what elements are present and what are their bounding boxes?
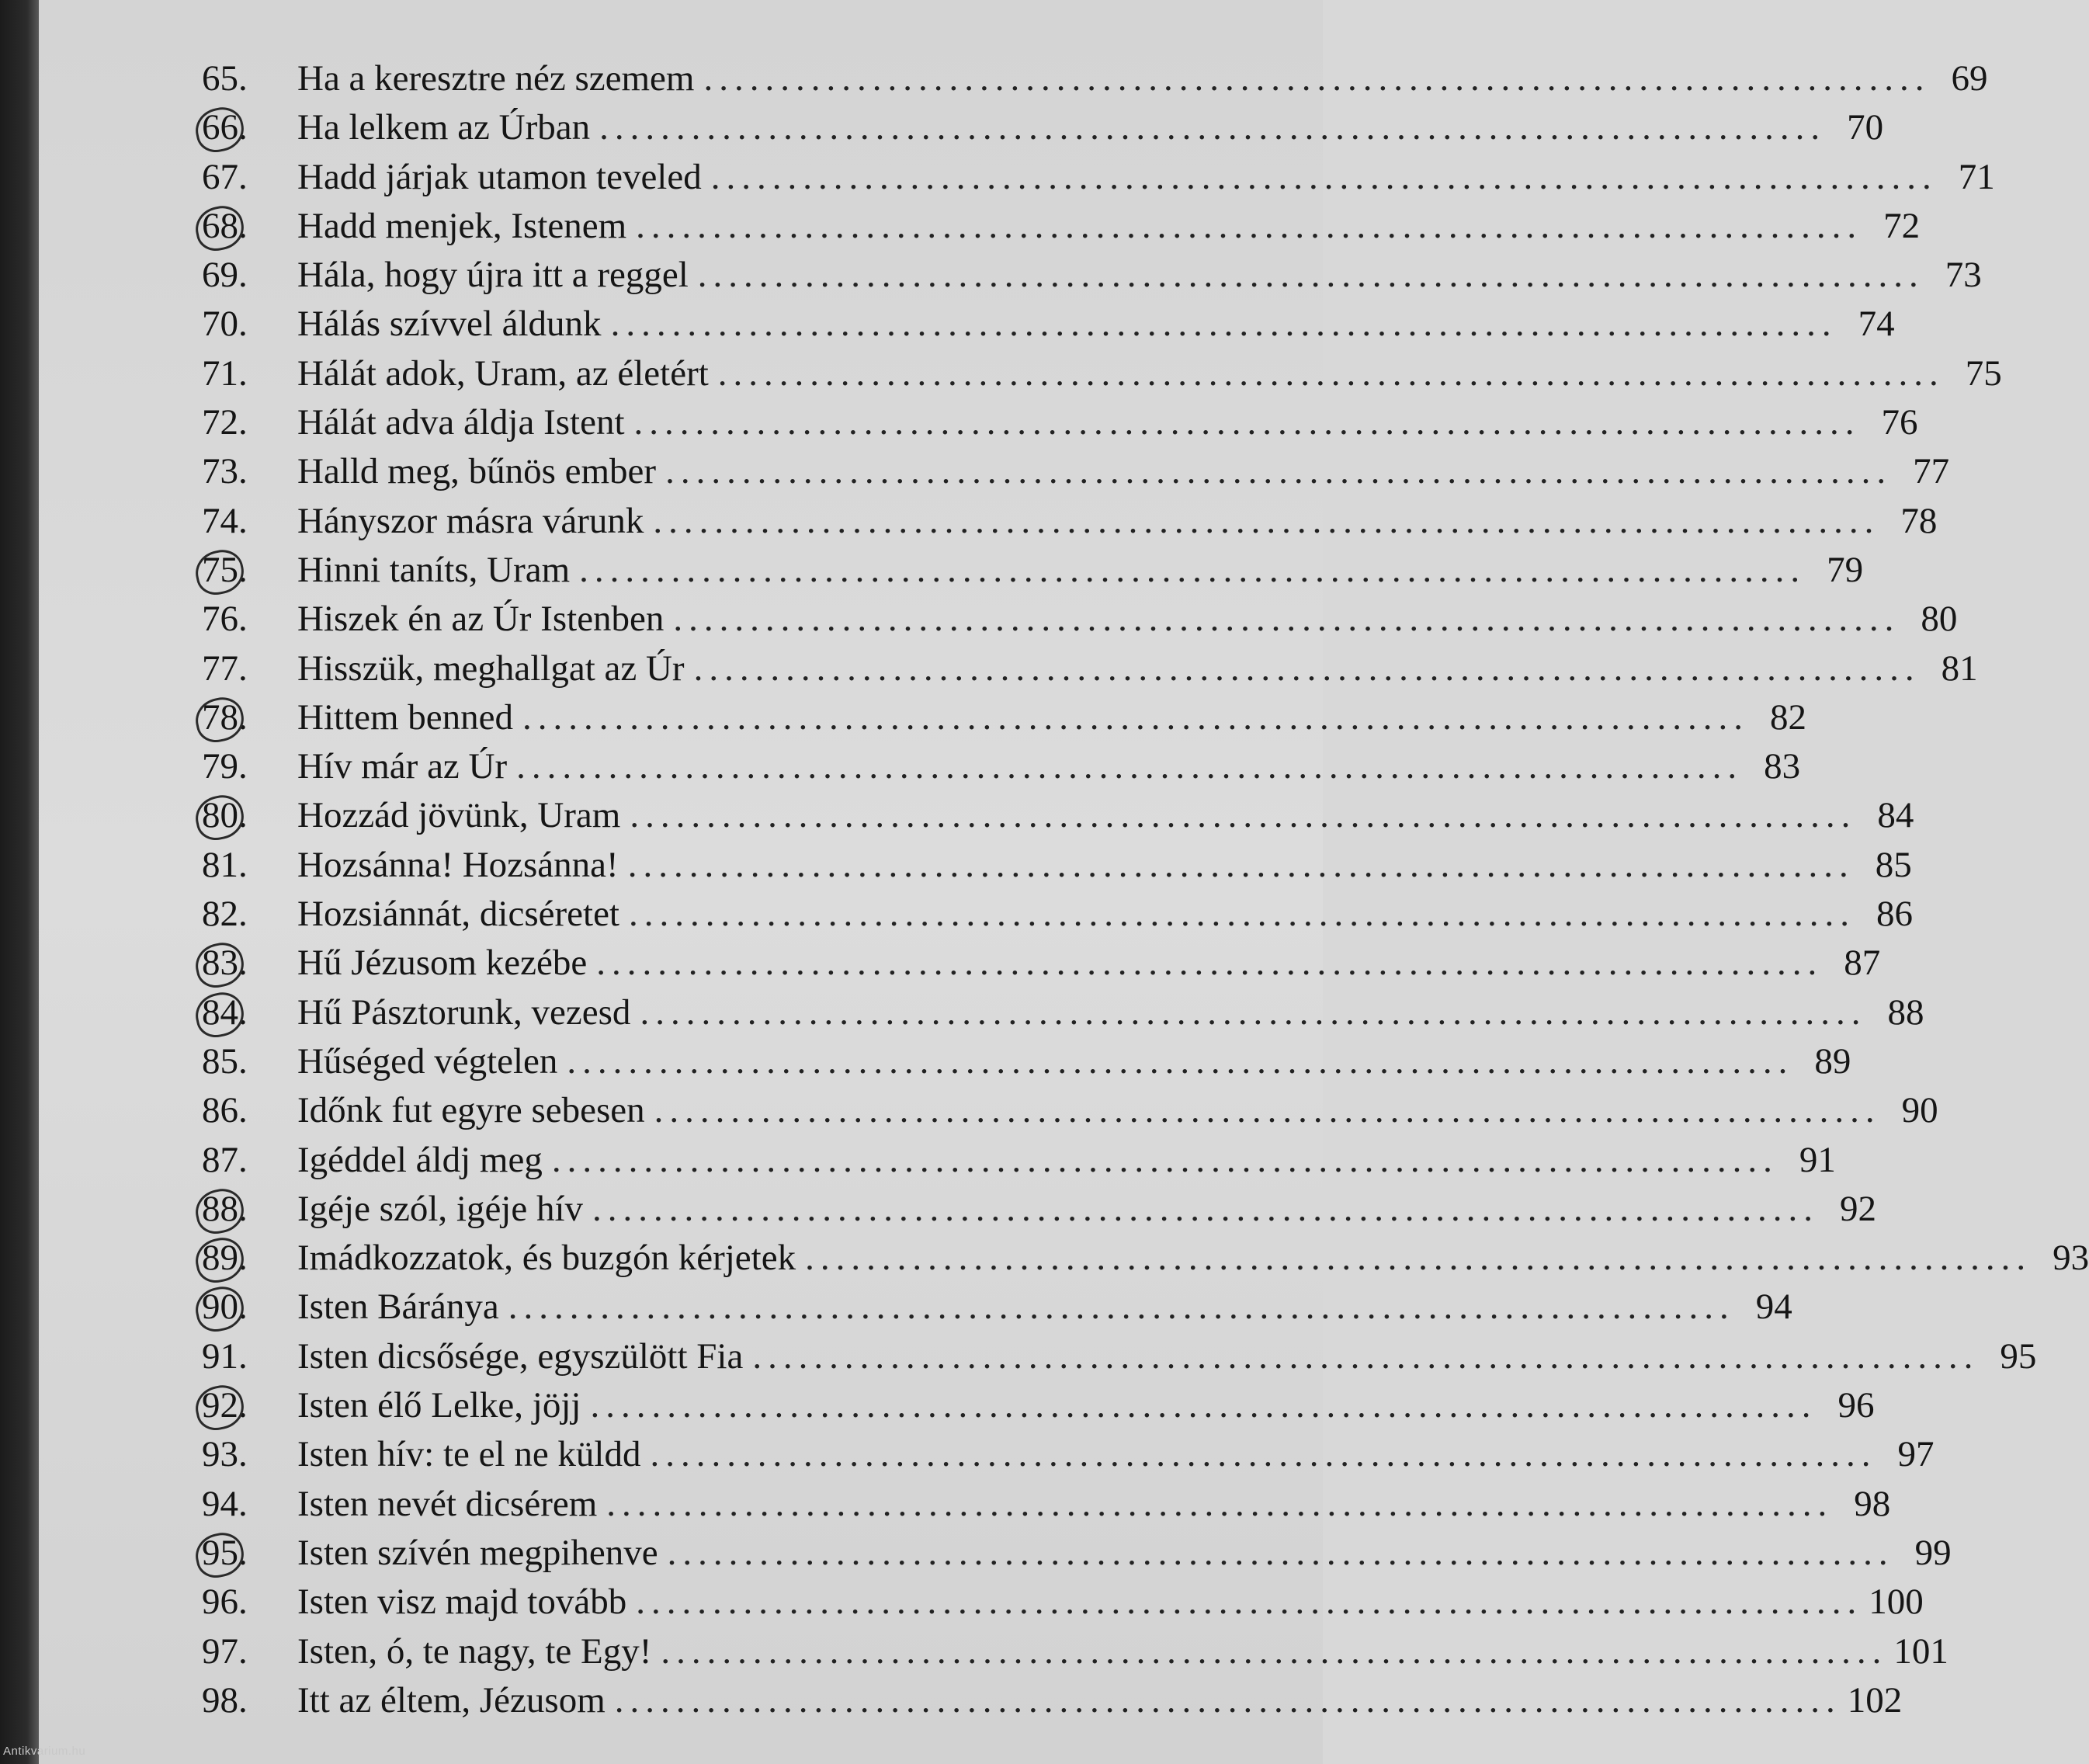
entry-line [297,841,1912,890]
entry-line [297,1136,1836,1185]
entry-number: 75. [202,549,248,590]
entry-line [297,1381,1875,1430]
toc-entry [202,1381,1875,1430]
dot-leader: ................................................................................ [673,599,1900,640]
entry-title: Hozsiánnát, dicséretet [297,894,619,935]
toc-entry [202,1529,1952,1578]
entry-line [297,1627,1948,1676]
entry-number-cell [202,1037,287,1086]
toc-entry [202,742,1801,791]
entry-number: 80. [202,795,248,836]
dot-leader: ................................................................................ [630,795,1857,836]
entry-title: Igéje szól, igéje hív [297,1188,584,1229]
entry-page-number: 83 [1764,746,1801,787]
entry-line [297,1037,1851,1086]
entry-page-number: 78 [1900,500,1938,541]
dot-leader: ................................................................................ [717,352,1945,394]
dot-leader: ................................................................................ [653,500,1880,541]
toc-entry [202,1480,1891,1529]
entry-number: 88. [202,1188,248,1229]
dot-leader: ................................................................................ [516,746,1744,787]
book-page [39,0,2089,1764]
dot-leader: ................................................................................ [654,1090,1881,1131]
dot-leader: ................................................................................ [610,304,1837,345]
toc-entry [202,202,1921,251]
entry-title: Igéddel áldj meg [297,1139,543,1180]
entry-number: 89. [202,1238,248,1279]
entry-title: Hiszek én az Úr Istenben [297,599,665,640]
dot-leader: ................................................................................ [667,1532,1894,1573]
entry-title: Hadd járjak utamon teveled [297,156,702,197]
dot-leader: ................................................................................ [636,205,1863,246]
toc-entry [202,54,1988,103]
toc-entry [202,1627,1948,1676]
entry-page-number: 85 [1875,844,1912,885]
entry-page-number: 98 [1854,1483,1891,1524]
entry-page-number: 89 [1814,1040,1851,1082]
entry-number: 90. [202,1287,248,1328]
entry-page-number: 70 [1847,107,1884,148]
entry-title: Hisszük, meghallgat az Úr [297,648,685,689]
entry-title: Ha a keresztre néz szemem [297,58,695,99]
dot-leader: ................................................................................ [596,943,1824,984]
entry-line [297,1332,2037,1381]
entry-title: Hadd menjek, Istenem [297,205,627,246]
entry-number: 71. [202,352,248,394]
dot-leader: ................................................................................ [606,1483,1834,1524]
entry-line [297,349,2002,398]
dot-leader: ................................................................................ [522,696,1750,738]
entry-title: Isten élő Lelke, jöjj [297,1385,581,1426]
entry-page-number: 88 [1887,991,1924,1033]
entry-number-cell [202,398,287,447]
entry-page-number: 101 [1893,1630,1948,1672]
entry-number: 85. [202,1040,248,1082]
entry-page-number: 73 [1945,255,1982,296]
entry-number: 98. [202,1679,248,1721]
entry-number-cell [202,1676,287,1725]
entry-number-cell [202,349,287,398]
entry-number-cell [202,1234,287,1283]
entry-number-cell [202,1529,287,1578]
entry-page-number: 71 [1958,156,1995,197]
entry-title: Hozzád jövünk, Uram [297,795,621,836]
entry-title: Isten szívén megpihenve [297,1532,658,1573]
toc-entry [202,791,1914,840]
dot-leader: ................................................................................ [650,1434,1877,1475]
entry-line [297,791,1914,840]
entry-number: 70. [202,304,248,345]
entry-line [297,1529,1952,1578]
dot-leader: ................................................................................ [697,255,1924,296]
entry-number: 78. [202,696,248,738]
entry-number: 86. [202,1090,248,1131]
dot-leader: ................................................................................ [661,1630,1888,1672]
entry-title: Hinni taníts, Uram [297,549,571,590]
dot-leader: ................................................................................ [636,1582,1863,1623]
entry-title: Imádkozzatok, és buzgón kérjetek [297,1238,796,1279]
toc-entry [202,693,1807,742]
entry-number-cell [202,1578,287,1627]
toc-entry [202,398,1918,447]
toc-entry [202,1136,1836,1185]
entry-page-number: 94 [1755,1287,1792,1328]
entry-title: Hű Jézusom kezébe [297,943,588,984]
entry-number-cell [202,251,287,300]
toc-entry [202,1578,1924,1627]
entry-title: Isten nevét dicsérem [297,1483,598,1524]
entry-title: Hálát adva áldja Istent [297,402,625,443]
entry-line [297,742,1801,791]
toc-entry [202,939,1881,988]
entry-page-number: 93 [2053,1238,2089,1279]
entry-number-cell [202,1283,287,1332]
entry-page-number: 91 [1799,1139,1836,1180]
entry-title: Hittem benned [297,696,514,738]
entry-number-cell [202,595,287,644]
entry-number: 74. [202,500,248,541]
entry-line [297,693,1807,742]
entry-page-number: 100 [1869,1582,1924,1623]
toc-entry [202,1086,1938,1135]
dot-leader: ................................................................................ [599,107,1827,148]
toc-entry [202,251,1982,300]
entry-page-number: 95 [2000,1335,2037,1377]
toc-entry [202,349,2002,398]
dot-leader: ................................................................................ [508,1287,1735,1328]
entry-number: 67. [202,156,248,197]
dot-leader: ................................................................................ [703,58,1931,99]
toc-entry [202,103,1884,152]
entry-number-cell [202,153,287,202]
entry-number-cell [202,693,287,742]
entry-number-cell [202,988,287,1037]
entry-line [297,1283,1792,1332]
entry-number: 87. [202,1139,248,1180]
entry-number-cell [202,546,287,595]
dot-leader: ................................................................................ [567,1040,1794,1082]
entry-page-number: 96 [1837,1385,1875,1426]
entry-title: Hív már az Úr [297,746,508,787]
entry-line [297,939,1881,988]
entry-title: Hála, hogy újra itt a reggel [297,255,689,296]
entry-number: 72. [202,402,248,443]
toc-entry [202,447,1950,496]
entry-line [297,890,1913,939]
entry-title: Isten Báránya [297,1287,499,1328]
entry-number: 73. [202,451,248,492]
entry-title: Hű Pásztorunk, vezesd [297,991,631,1033]
entry-title: Itt az éltem, Jézusom [297,1679,606,1721]
entry-number-cell [202,841,287,890]
dot-leader: ................................................................................ [805,1238,2032,1279]
entry-number: 68. [202,205,248,246]
entry-line [297,1430,1935,1479]
entry-line [297,1185,1877,1234]
entry-number-cell [202,1381,287,1430]
entry-number-cell [202,1136,287,1185]
toc-entry [202,1037,1851,1086]
entry-page-number: 90 [1901,1090,1938,1131]
entry-line [297,1578,1924,1627]
entry-number: 76. [202,599,248,640]
entry-line [297,1234,2089,1283]
entry-number-cell [202,890,287,939]
entry-number: 81. [202,844,248,885]
toc-entry [202,644,1978,693]
toc-entry [202,1332,2037,1381]
entry-line [297,497,1938,546]
toc-entry [202,300,1895,349]
entry-number: 93. [202,1434,248,1475]
entry-line [297,1480,1891,1529]
entry-number: 97. [202,1630,248,1672]
entry-number-cell [202,447,287,496]
entry-line [297,595,1958,644]
entry-number: 96. [202,1582,248,1623]
entry-number-cell [202,1627,287,1676]
dot-leader: ................................................................................ [629,894,1855,935]
entry-number: 94. [202,1483,248,1524]
entry-page-number: 92 [1840,1188,1877,1229]
entry-line [297,447,1950,496]
book-binding-edge [0,0,39,1764]
dot-leader: ................................................................................ [633,402,1861,443]
entry-page-number: 77 [1913,451,1950,492]
entry-page-number: 97 [1897,1434,1935,1475]
entry-number: 79. [202,746,248,787]
dot-leader: ................................................................................ [592,1188,1820,1229]
entry-title: Halld meg, bűnös ember [297,451,657,492]
entry-number: 91. [202,1335,248,1377]
entry-number-cell [202,300,287,349]
entry-number-cell [202,54,287,103]
toc-entry [202,595,1958,644]
entry-page-number: 82 [1770,696,1807,738]
entry-number-cell [202,939,287,988]
dot-leader: ................................................................................ [693,648,1921,689]
entry-number-cell [202,791,287,840]
toc-entry [202,1676,1903,1725]
entry-number-cell [202,742,287,791]
dot-leader: ................................................................................ [579,549,1806,590]
entry-number: 65. [202,58,248,99]
entry-number-cell [202,1086,287,1135]
toc-entry [202,890,1913,939]
dot-leader: ................................................................................ [640,991,1867,1033]
dot-leader: ................................................................................ [665,451,1893,492]
entry-number: 92. [202,1385,248,1426]
entry-title: Hozsánna! Hozsánna! [297,844,619,885]
entry-line [297,546,1864,595]
entry-title: Ha lelkem az Úrban [297,107,591,148]
entry-title: Isten hív: te el ne küldd [297,1434,641,1475]
toc-entry [202,988,1924,1037]
entry-line [297,988,1924,1037]
entry-line [297,1676,1903,1725]
toc-entry [202,1185,1877,1234]
entry-number: 69. [202,255,248,296]
entry-page-number: 80 [1921,599,1958,640]
entry-line [297,202,1921,251]
entry-number-cell [202,1480,287,1529]
entry-page-number: 84 [1877,795,1914,836]
entry-line [297,103,1884,152]
entry-title: Hálát adok, Uram, az életért [297,352,709,394]
entry-page-number: 75 [1965,352,2002,394]
entry-title: Hálás szívvel áldunk [297,304,602,345]
entry-number: 66. [202,107,248,148]
entry-title: Isten dicsősége, egyszülött Fia [297,1335,744,1377]
entry-page-number: 69 [1951,58,1988,99]
entry-number-cell [202,1332,287,1381]
watermark: Antikvarium.hu [3,1745,86,1758]
entry-line [297,1086,1938,1135]
dot-leader: ................................................................................ [590,1385,1817,1426]
toc-entry [202,153,1995,202]
entry-number-cell [202,644,287,693]
entry-page-number: 102 [1847,1679,1903,1721]
entry-number-cell [202,103,287,152]
toc-entry [202,841,1912,890]
dot-leader: ................................................................................ [710,156,1938,197]
dot-leader: ................................................................................ [614,1679,1841,1721]
entry-line [297,153,1995,202]
entry-number-cell [202,202,287,251]
dot-leader: ................................................................................ [752,1335,1980,1377]
entry-number: 95. [202,1532,248,1573]
entry-number-cell [202,1185,287,1234]
entry-page-number: 86 [1876,894,1913,935]
entry-page-number: 79 [1827,549,1864,590]
toc-entry [202,1430,1935,1479]
entry-number: 82. [202,894,248,935]
table-of-contents [202,54,2089,1725]
toc-entry [202,1283,1792,1332]
entry-page-number: 74 [1858,304,1895,345]
toc-entry [202,497,1938,546]
entry-line [297,54,1988,103]
dot-leader: ................................................................................ [627,844,1855,885]
entry-line [297,398,1918,447]
entry-page-number: 81 [1941,648,1978,689]
entry-title: Időnk fut egyre sebesen [297,1090,645,1131]
entry-page-number: 99 [1914,1532,1952,1573]
entry-title: Isten, ó, te nagy, te Egy! [297,1630,652,1672]
entry-page-number: 76 [1881,402,1918,443]
entry-number: 84. [202,991,248,1033]
entry-title: Hűséged végtelen [297,1040,558,1082]
entry-number: 83. [202,943,248,984]
entry-number-cell [202,497,287,546]
entry-title: Isten visz majd tovább [297,1582,627,1623]
dot-leader: ................................................................................ [551,1139,1778,1180]
entry-title: Hányszor másra várunk [297,500,644,541]
entry-number: 77. [202,648,248,689]
toc-entry [202,546,1864,595]
toc-entry [202,1234,2089,1283]
entry-line [297,644,1978,693]
entry-line [297,251,1982,300]
entry-line [297,300,1895,349]
entry-page-number: 87 [1844,943,1881,984]
entry-number-cell [202,1430,287,1479]
entry-page-number: 72 [1883,205,1921,246]
